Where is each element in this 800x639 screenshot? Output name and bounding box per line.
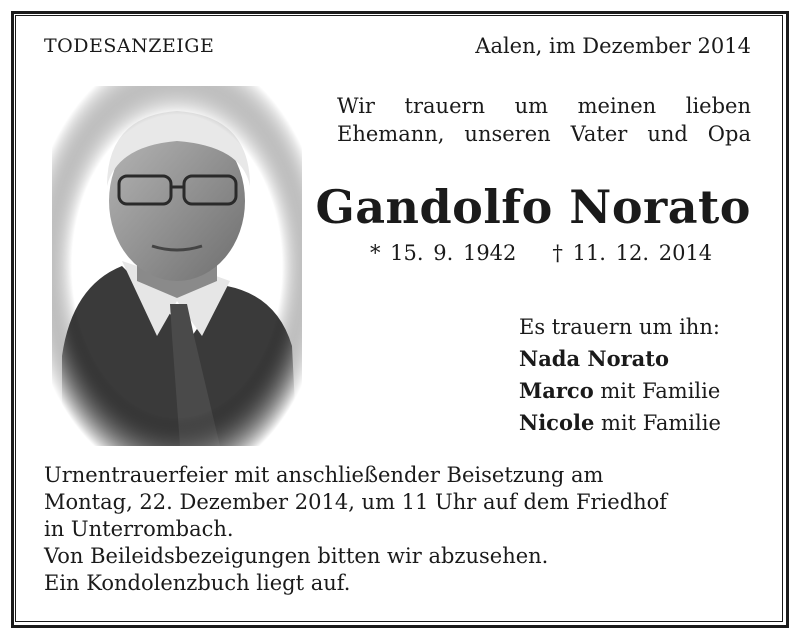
footer-line: Von Beileidsbezeigungen bitten wir abzusehen. [44,544,549,568]
notice-type-label: TODESANZEIGE [44,35,215,57]
mourners-block [519,312,721,439]
portrait-photo [52,86,302,446]
mourner-name: Nada Norato [519,346,669,371]
mourner-suffix: mit Familie [594,411,721,435]
funeral-details [44,462,667,597]
mourner-suffix: mit Familie [593,379,721,403]
mourner-name: Nicole [519,410,595,435]
birth-date: * 15. 9. 1942 [370,241,517,265]
mourners-heading: Es trauern um ihn: [519,315,720,339]
intro-text [337,92,751,148]
life-dates [370,241,712,265]
death-date: † 11. 12. 2014 [552,241,713,265]
mourner-name: Marco [519,378,594,403]
footer-line: Montag, 22. Dezember 2014, um 11 Uhr auf dem Friedhof [44,490,668,514]
intro-line-1: Wir trauern um meinen lieben [337,94,751,118]
mourner-entry [519,407,721,439]
footer-line: Ein Kondolenzbuch liegt auf. [44,571,351,595]
deceased-name: Gandolfo Norato [315,180,751,234]
mourner-entry [519,343,721,375]
mourner-entry [519,375,721,407]
footer-line: in Unterrombach. [44,517,234,541]
place-date: Aalen, im Dezember 2014 [475,34,751,58]
footer-line: Urnentrauerfeier mit anschließender Beisetzung am [44,463,604,487]
intro-line-2: Ehemann, unseren Vater und Opa [337,122,751,146]
